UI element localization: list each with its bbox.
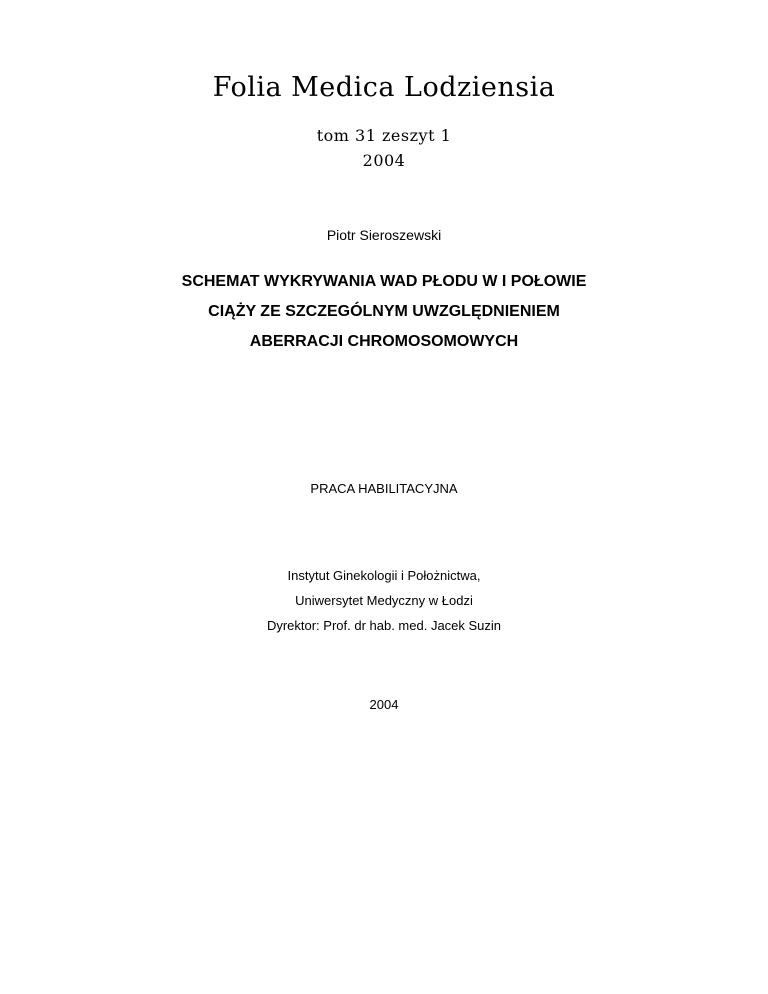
journal-year: 2004 [362,151,406,170]
thesis-title-line-3: ABERRACJI CHROMOSOMOWYCH [249,333,519,350]
journal-volume-issue: tom 31 zeszyt 1 [316,126,452,145]
director-line: Dyrektor: Prof. dr hab. med. Jacek Suzin [266,618,502,633]
thesis-title-line-1: SCHEMAT WYKRYWANIA WAD PŁODU W I POŁOWIE [181,273,587,290]
journal-title: Folia Medica Lodziensia [212,72,556,103]
author-name: Piotr Sieroszewski [326,227,442,243]
institution-name: Instytut Ginekologii i Położnictwa, [287,568,481,583]
thesis-type: PRACA HABILITACYJNA [310,481,458,496]
thesis-title-line-2: CIĄŻY ZE SZCZEGÓLNYM UWZGLĘDNIENIEM [208,303,560,320]
university-name: Uniwersytet Medyczny w Łodzi [295,593,473,608]
publication-year: 2004 [369,697,399,712]
